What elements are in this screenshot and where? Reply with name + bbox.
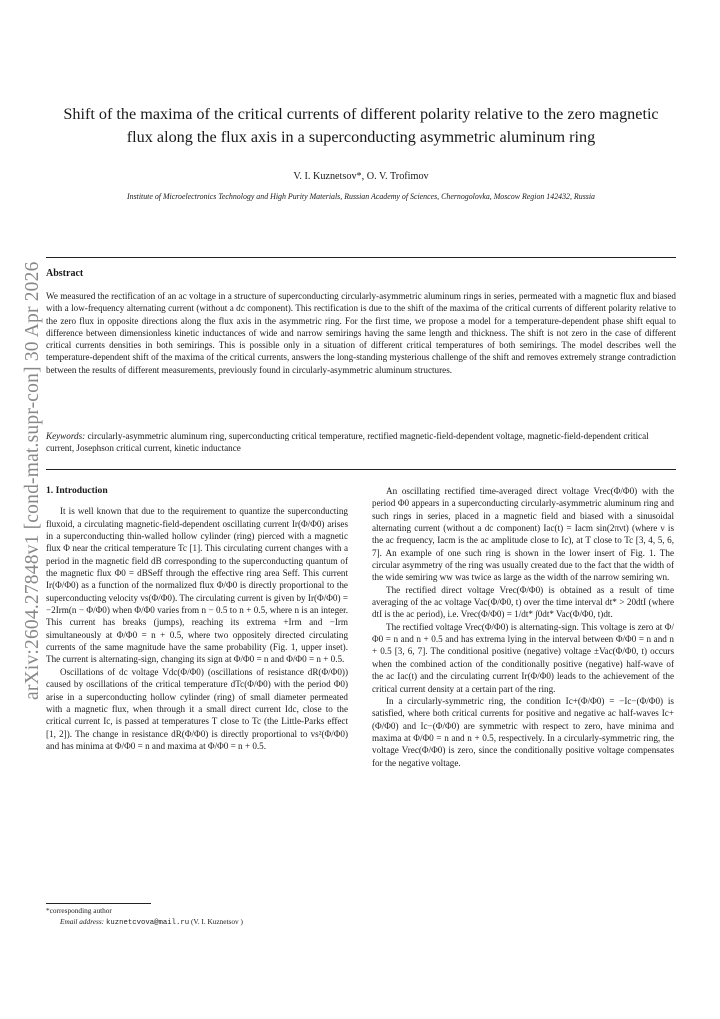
paragraph: Oscillations of dc voltage Vdc(Φ/Φ0) (oscillations of resistance dR(Φ/Φ0)) caused by oscillations of the critical temperature dTc(Φ/Φ0) with the period Φ0) arise in a superconducting hollow cylinder (ring) of small diameter permeated with a magnetic flux, when through it a small direct current Idc, close to the critical current Ic, is passed at temperatures T close to Tc (the Little-Parks effect [1, 2]). The change in resistance dR(Φ/Φ0) is directly proportional to vs²(Φ/Φ0) and has minima at Φ/Φ0 = n and maxima at Φ/Φ0 = n + 0.5.: [46, 666, 348, 751]
footnote-corresponding: *corresponding author: [46, 906, 112, 915]
keywords-label: Keywords:: [46, 431, 86, 441]
email-label: Email address:: [60, 916, 105, 926]
paper-title: Shift of the maxima of the critical currents of different polarity relative to the zero magnetic flux along the flux axis in a superconducting asymmetric aluminum ring: [63, 105, 659, 146]
paragraph: An oscillating rectified time-averaged direct voltage Vrec(Φ/Φ0) with the period Φ0 appears in a superconducting circularly-asymmetric aluminum ring and such rings in series, placed in a magnetic field and biased with a sinusoidal alternating current (without a dc component) Iac(t) = Iacm sin(2πνt) (where ν is the ac frequency, Iacm is the ac amplitude close to Ic), at T close to Tc [3, 4, 5, 6, 7]. An example of one such ring is shown in the lower insert of Fig. 1. The circular asymmetry of the ring was usually created due to the fact that the width of the wide semiring ww was twice as large as the width of the narrow semiring wn.: [372, 486, 674, 583]
email-link[interactable]: kuznetcvova@mail.ru: [105, 918, 190, 927]
paragraph: In a circularly-symmetric ring, the condition Ic+(Φ/Φ0) = −Ic−(Φ/Φ0) is satisfied, where both critical currents for positive and negative ac half-waves Ic+(Φ/Φ0) and Ic−(Φ/Φ0) are symmetric with respect to zero, have minima and maxima at Φ/Φ0 = n and n + 0.5, respectively. In a circularly-symmetric ring, the voltage Vrec(Φ/Φ0) is zero, since the conditionally positive voltage compensates for the negative voltage.: [372, 695, 674, 768]
right-column: [372, 485, 674, 769]
section-heading: 1. Introduction: [46, 485, 108, 496]
arxiv-stamp: arXiv:2604.27848v1 [cond-mat.supr-con] 30 Apr 2026: [22, 261, 43, 700]
paragraph: It is well known that due to the requirement to quantize the superconducting fluxoid, a circulating magnetic-field-dependent oscillating current Ir(Φ/Φ0) arises in a superconducting thin-walled hollow cylinder (ring) pierced with a magnetic flux Φ near the critical temperature Tc [1]. This circulating current changes with a period in the magnetic field dB corresponding to the superconducting quantum of the magnetic flux Φ0 = dBSeff through the effective ring area Seff. This current Ir(Φ/Φ0) as a function of the normalized flux Φ/Φ0 is directly proportional to the superconducting velocity vs(Φ/Φ0). The circulating current is given by Ir(Φ/Φ0) = −2Irm(n − Φ/Φ0) when Φ/Φ0 varies from n − 0.5 to n + 0.5, where n is an integer. This current has breaks (jumps), reaching its extrema +Irm and −Irm simultaneously at Φ/Φ0 = n + 0.5, where two oppositely directed circulating currents of the same magnitude have the same probability (Fig. 1, upper inset). The current is alternating-sign, changing its sign at Φ/Φ0 = n and Φ/Φ0 = n + 0.5.: [46, 506, 348, 665]
abstract-heading: Abstract: [46, 268, 84, 279]
footnote: [46, 906, 348, 928]
affiliation: Institute of Microelectronics Technology and High Purity Materials, Russian Academy of Sciences, Chernogolovka, Moscow Region 142432, Russia: [127, 192, 595, 201]
abstract-bottom-rule: [46, 469, 676, 470]
paragraph: The rectified voltage Vrec(Φ/Φ0) is alternating-sign. This voltage is zero at Φ/Φ0 = n and n + 0.5 and has extrema lying in the interval between Φ/Φ0 = n and n + 0.5 [3, 6, 7]. The conditional positive (negative) voltage ±Vac(Φ/Φ0, t) occurs when the combined action of the conditionally positive (negative) half-wave of the ac Iac(t) and the circulating current Ir(Φ/Φ0) leads to the achievement of the critical current density at a certain part of the ring.: [372, 621, 674, 694]
email-suffix: (V. I. Kuznetsov ): [190, 916, 243, 926]
left-column: [46, 485, 348, 752]
abstract-text: We measured the rectification of an ac voltage in a structure of superconducting circularly-asymmetric aluminum rings in series, permeated with a magnetic flux and biased with a low-frequency alternating current (without a dc component). This rectification is due to the shift of the maxima of the critical currents of different polarity relative to the zero flux in opposite directions along the flux axis in the asymmetric ring. For the first time, we propose a model for a temperature-dependent phase shift equal to difference between dimensionless kinetic inductances of wide and narrow semirings having the same length and thickness. The shift is not zero in the case of different critical currents densities in both semirings. This is possible only in a situation of different critical temperatures of both semirings. The model describes well the temperature-dependent shift of the maxima of the critical currents, answers the long-standing mysterious challenge of the shift and removes extremely strange contradiction between the results of different measurements, previously found in circularly-asymmetric aluminum structures.: [46, 291, 676, 375]
footnote-rule: [46, 903, 151, 904]
keywords: [46, 430, 676, 455]
abstract-top-rule: [46, 257, 676, 258]
authors: V. I. Kuznetsov*, O. V. Trofimov: [293, 171, 429, 182]
paragraph: The rectified direct voltage Vrec(Φ/Φ0) is obtained as a result of time averaging of the ac voltage Vac(Φ/Φ0, t) over the time interval dt* > 20dtI (where dtI is the ac period), i.e. Vrec(Φ/Φ0) = 1/dt* ∫0dt* Vac(Φ/Φ0, t)dt.: [372, 584, 674, 620]
keywords-text: circularly-asymmetric aluminum ring, superconducting critical temperature, rectified magnetic-field-dependent voltage, magnetic-field-dependent critical current, Josephson critical current, kinetic inductance: [46, 431, 649, 454]
